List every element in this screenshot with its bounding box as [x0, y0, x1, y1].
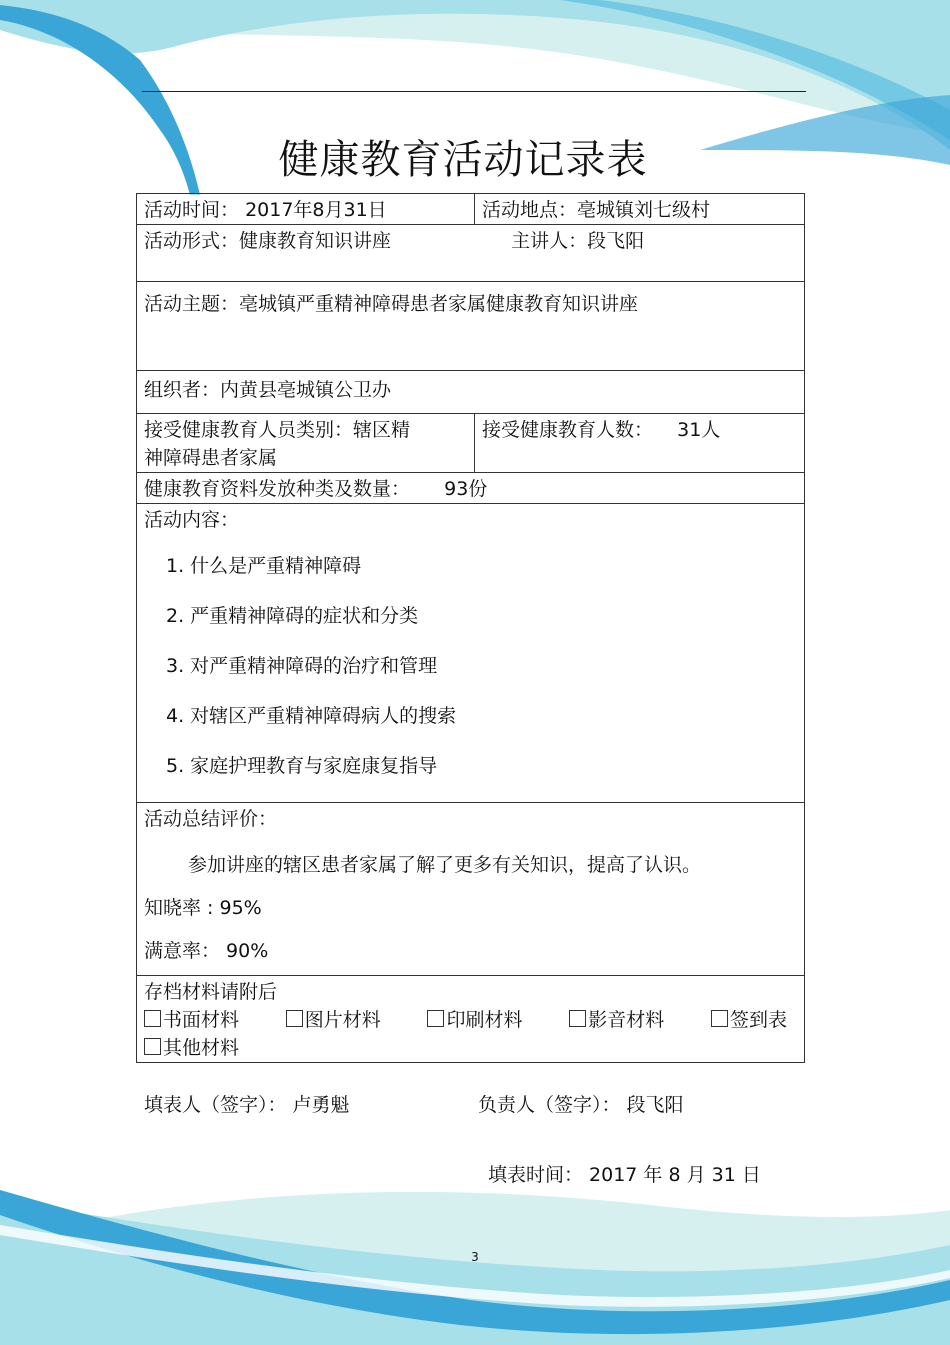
filler-signature: 填表人（签字）： 卢勇魁 — [144, 1094, 350, 1116]
fill-date: 填表时间： 2017 年 8 月 31 日 — [488, 1164, 761, 1186]
activity-content-list — [166, 552, 797, 802]
page-number: 3 — [471, 1250, 479, 1264]
cell-audience-count — [475, 414, 805, 473]
audience-count-label: 接受健康教育人数： — [482, 419, 654, 441]
audience-type-line2: 神障碍患者家属 — [144, 447, 278, 469]
checkbox-icon[interactable] — [711, 1010, 728, 1027]
activity-form-value: 健康教育知识讲座 — [239, 230, 392, 252]
page-title: 健康教育活动记录表 — [278, 137, 648, 183]
archive-option-pictures[interactable]: 图片材料 — [286, 1006, 381, 1034]
activity-content-label: 活动内容： — [144, 509, 240, 531]
cell-organizer — [137, 371, 805, 414]
activity-place-label: 活动地点： — [482, 199, 578, 221]
checkbox-icon[interactable] — [144, 1038, 161, 1055]
archive-option-audiovisual[interactable]: 影音材料 — [569, 1006, 664, 1034]
row-materials — [137, 473, 805, 504]
list-item: 5. 家庭护理教育与家庭康复指导 — [166, 755, 438, 777]
list-item: 4. 对辖区严重精神障碍病人的搜索 — [166, 705, 457, 727]
audience-count-value: 31人 — [677, 419, 721, 441]
row-content — [137, 504, 805, 803]
awareness-rate: 知晓率 : 95% — [144, 897, 262, 919]
audience-type-line1: 接受健康教育人员类别：辖区精 — [144, 419, 411, 441]
activity-form-label: 活动形式： — [144, 230, 240, 252]
list-item: 3. 对严重精神障碍的治疗和管理 — [166, 655, 438, 677]
list-item: 1. 什么是严重精神障碍 — [166, 555, 362, 577]
cell-audience-type — [137, 414, 475, 473]
cell-summary — [137, 803, 805, 976]
activity-time-value: 2017年8月31日 — [245, 199, 387, 221]
row-topic — [137, 282, 805, 371]
organizer-value: 内黄县亳城镇公卫办 — [220, 379, 392, 401]
archive-option-other[interactable]: 其他材料 — [144, 1034, 797, 1062]
activity-topic-label: 活动主题： — [144, 293, 240, 315]
summary-label: 活动总结评价： — [144, 808, 278, 830]
checkbox-icon[interactable] — [286, 1010, 303, 1027]
checkbox-icon[interactable] — [144, 1010, 161, 1027]
archive-option-printed[interactable]: 印刷材料 — [427, 1006, 522, 1034]
activity-place-value: 亳城镇刘七级村 — [577, 199, 711, 221]
checkbox-icon[interactable] — [427, 1010, 444, 1027]
activity-time-label: 活动时间： — [144, 199, 240, 221]
materials-label: 健康教育资料发放种类及数量： — [144, 478, 411, 500]
cell-activity-form — [137, 225, 805, 282]
archive-option-written[interactable]: 书面材料 — [144, 1006, 239, 1034]
organizer-label: 组织者： — [144, 379, 221, 401]
satisfaction-rate: 满意率： 90% — [144, 940, 269, 962]
cell-activity-topic — [137, 282, 805, 371]
materials-value: 93份 — [444, 478, 488, 500]
cell-activity-time — [137, 194, 475, 225]
speaker-label: 主讲人： — [511, 230, 588, 252]
activity-topic-value: 亳城镇严重精神障碍患者家属健康教育知识讲座 — [239, 293, 639, 315]
row-organizer — [137, 371, 805, 414]
archive-label: 存档材料请附后 — [144, 981, 278, 1003]
checkbox-icon[interactable] — [569, 1010, 586, 1027]
row-archive — [137, 976, 805, 1063]
speaker-value: 段飞阳 — [587, 230, 645, 252]
record-table — [136, 193, 805, 1063]
archive-options — [144, 1006, 797, 1034]
list-item: 2. 严重精神障碍的症状和分类 — [166, 605, 419, 627]
row-form-speaker — [137, 225, 805, 282]
header-rule — [142, 91, 806, 92]
row-audience — [137, 414, 805, 473]
summary-text: 参加讲座的辖区患者家属了解了更多有关知识，提高了认识。 — [188, 854, 702, 876]
row-summary — [137, 803, 805, 976]
row-time-place — [137, 194, 805, 225]
cell-activity-place — [475, 194, 805, 225]
cell-archive — [137, 976, 805, 1063]
cell-materials — [137, 473, 805, 504]
archive-option-signin-sheet[interactable]: 签到表 — [711, 1006, 787, 1034]
cell-activity-content — [137, 504, 805, 803]
responsible-signature: 负责人（签字）： 段飞阳 — [478, 1094, 684, 1116]
